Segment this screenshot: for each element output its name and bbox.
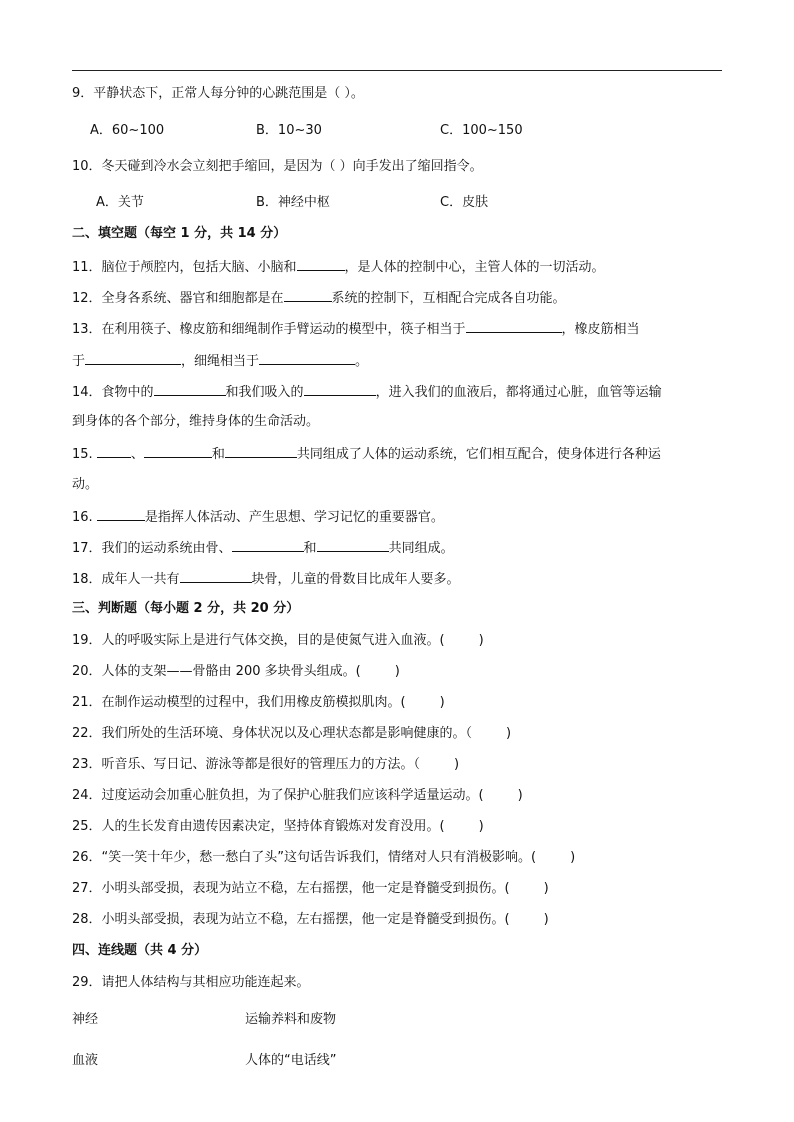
question-16 (72, 508, 444, 526)
question-22 (72, 726, 511, 742)
question-28-close: ) (543, 912, 549, 927)
question-27 (72, 881, 549, 897)
question-26 (72, 850, 575, 866)
question-27-text: 27．小明头部受损，表现为站立不稳，左右摇摆，他一定是脊髓受到损伤。( (72, 881, 510, 896)
answer-blank[interactable] (225, 445, 297, 458)
question-26-close: ) (570, 850, 576, 865)
question-13-line-1 (72, 320, 640, 338)
question-12-text-a: 12．全身各系统、器官和细胞都是在 (72, 291, 284, 306)
question-17-text-c: 共同组成。 (388, 541, 454, 556)
section-3-title: 三、判断题（每小题 2 分，共 20 分） (72, 601, 300, 616)
question-14-text-c: ，进入我们的血液后，都将通过心脏，血管等运输 (375, 385, 662, 400)
question-16-text-b: 是指挥人体活动、产生思想、学习记忆的重要器官。 (144, 510, 444, 525)
question-11 (72, 258, 605, 276)
question-10-option-a: A．关节 (96, 195, 144, 210)
question-9-option-a: A．60~100 (90, 123, 165, 138)
question-20-text: 20．人体的支架——骨骼由 200 多块骨头组成。( (72, 664, 361, 679)
section-4-title: 四、连线题（共 4 分） (72, 943, 208, 958)
question-21 (72, 695, 445, 711)
answer-blank[interactable] (85, 352, 181, 365)
question-18 (72, 570, 460, 588)
answer-blank[interactable] (317, 539, 389, 552)
question-24-close: ) (517, 788, 523, 803)
question-10-option-c: C．皮肤 (440, 195, 489, 210)
question-18-text-b: 块骨，儿童的骨数目比成年人要多。 (251, 572, 460, 587)
answer-blank[interactable] (259, 352, 355, 365)
question-23-text: 23．听音乐、写日记、游泳等都是很好的管理压力的方法。（ (72, 757, 421, 772)
question-13-text-d: ，细绳相当于 (181, 354, 260, 369)
question-14-line-1 (72, 383, 662, 401)
match-left-item[interactable]: 血液 (72, 1053, 99, 1068)
question-25 (72, 819, 484, 835)
question-12-text-b: 系统的控制下，互相配合完成各自功能。 (331, 291, 566, 306)
answer-blank[interactable] (144, 445, 212, 458)
question-21-text: 21．在制作运动模型的过程中，我们用橡皮筋模拟肌肉。( (72, 695, 406, 710)
question-10-stem: 10．冬天碰到冷水会立刻把手缩回，是因为（ ）向手发出了缩回指令。 (72, 159, 483, 174)
question-21-close: ) (439, 695, 445, 710)
question-16-text-a: 16. (72, 510, 93, 525)
answer-blank[interactable] (180, 570, 252, 583)
question-20 (72, 664, 400, 680)
answer-blank[interactable] (154, 383, 226, 396)
question-22-text: 22．我们所处的生活环境、身体状况以及心理状态都是影响健康的。（ (72, 726, 473, 741)
question-9-option-b: B．10~30 (256, 123, 322, 138)
question-24 (72, 788, 523, 804)
question-19-close: ) (478, 633, 484, 648)
match-left-item[interactable]: 神经 (72, 1012, 99, 1027)
question-13-text-e: 。 (355, 354, 369, 369)
question-25-text: 25．人的生长发育由遗传因素决定，坚持体育锻炼对发育没用。( (72, 819, 445, 834)
question-12 (72, 289, 566, 307)
question-28-text: 28．小明头部受损，表现为站立不稳，左右摇摆，他一定是脊髓受到损伤。( (72, 912, 510, 927)
question-15-text-a: 15. (72, 447, 93, 462)
question-17-text-b: 和 (303, 541, 317, 556)
section-2-title: 二、填空题（每空 1 分，共 14 分） (72, 226, 287, 241)
question-9-option-c: C．100~150 (440, 123, 523, 138)
question-15-line-2: 动。 (72, 477, 99, 492)
question-28 (72, 912, 549, 928)
question-29-stem: 29．请把人体结构与其相应功能连起来。 (72, 975, 310, 990)
question-19-text: 19．人的呼吸实际上是进行气体交换，目的是使氮气进入血液。( (72, 633, 445, 648)
answer-blank[interactable] (304, 383, 376, 396)
question-11-text-b: ，是人体的控制中心，主管人体的一切活动。 (344, 260, 605, 275)
question-13-text-b: ，橡皮筋相当 (561, 322, 640, 337)
question-14-line-2: 到身体的各个部分，维持身体的生命活动。 (72, 414, 320, 429)
answer-blank[interactable] (97, 508, 145, 521)
answer-blank[interactable] (232, 539, 304, 552)
question-25-close: ) (478, 819, 484, 834)
question-14-text-b: 和我们吸入的 (225, 385, 304, 400)
question-15-text-c: 和 (211, 447, 225, 462)
question-24-text: 24．过度运动会加重心脏负担，为了保护心脏我们应该科学适量运动。( (72, 788, 484, 803)
question-22-close: ) (506, 726, 512, 741)
question-13-line-2 (72, 352, 368, 370)
question-9-stem: 9．平静状态下，正常人每分钟的心跳范围是（ ）。 (72, 86, 364, 101)
question-17 (72, 539, 454, 557)
question-26-text: 26．“笑一笑十年少，愁一愁白了头”这句话告诉我们，情绪对人只有消极影响。( (72, 850, 537, 865)
question-15-line-1 (72, 445, 661, 463)
question-20-close: ) (394, 664, 400, 679)
question-14-text-a: 14．食物中的 (72, 385, 154, 400)
question-17-text-a: 17．我们的运动系统由骨、 (72, 541, 232, 556)
question-13-text-a: 13．在利用筷子、橡皮筋和细绳制作手臂运动的模型中，筷子相当于 (72, 322, 466, 337)
answer-blank[interactable] (284, 289, 332, 302)
question-10-option-b: B．神经中枢 (256, 195, 330, 210)
answer-blank[interactable] (297, 258, 345, 271)
match-right-item[interactable]: 运输养料和废物 (245, 1012, 337, 1027)
question-11-text-a: 11．脑位于颅腔内，包括大脑、小脑和 (72, 260, 297, 275)
question-23-close: ) (454, 757, 460, 772)
question-13-text-c: 于 (72, 354, 86, 369)
question-15-text-b: 、 (130, 447, 144, 462)
match-right-item[interactable]: 人体的“电话线” (245, 1053, 337, 1068)
question-15-text-d: 共同组成了人体的运动系统，它们相互配合，使身体进行各种运 (296, 447, 661, 462)
header-rule (72, 70, 722, 71)
question-18-text-a: 18．成年人一共有 (72, 572, 180, 587)
question-19 (72, 633, 484, 649)
question-27-close: ) (543, 881, 549, 896)
question-23 (72, 757, 459, 773)
answer-blank[interactable] (97, 445, 131, 458)
answer-blank[interactable] (466, 320, 562, 333)
